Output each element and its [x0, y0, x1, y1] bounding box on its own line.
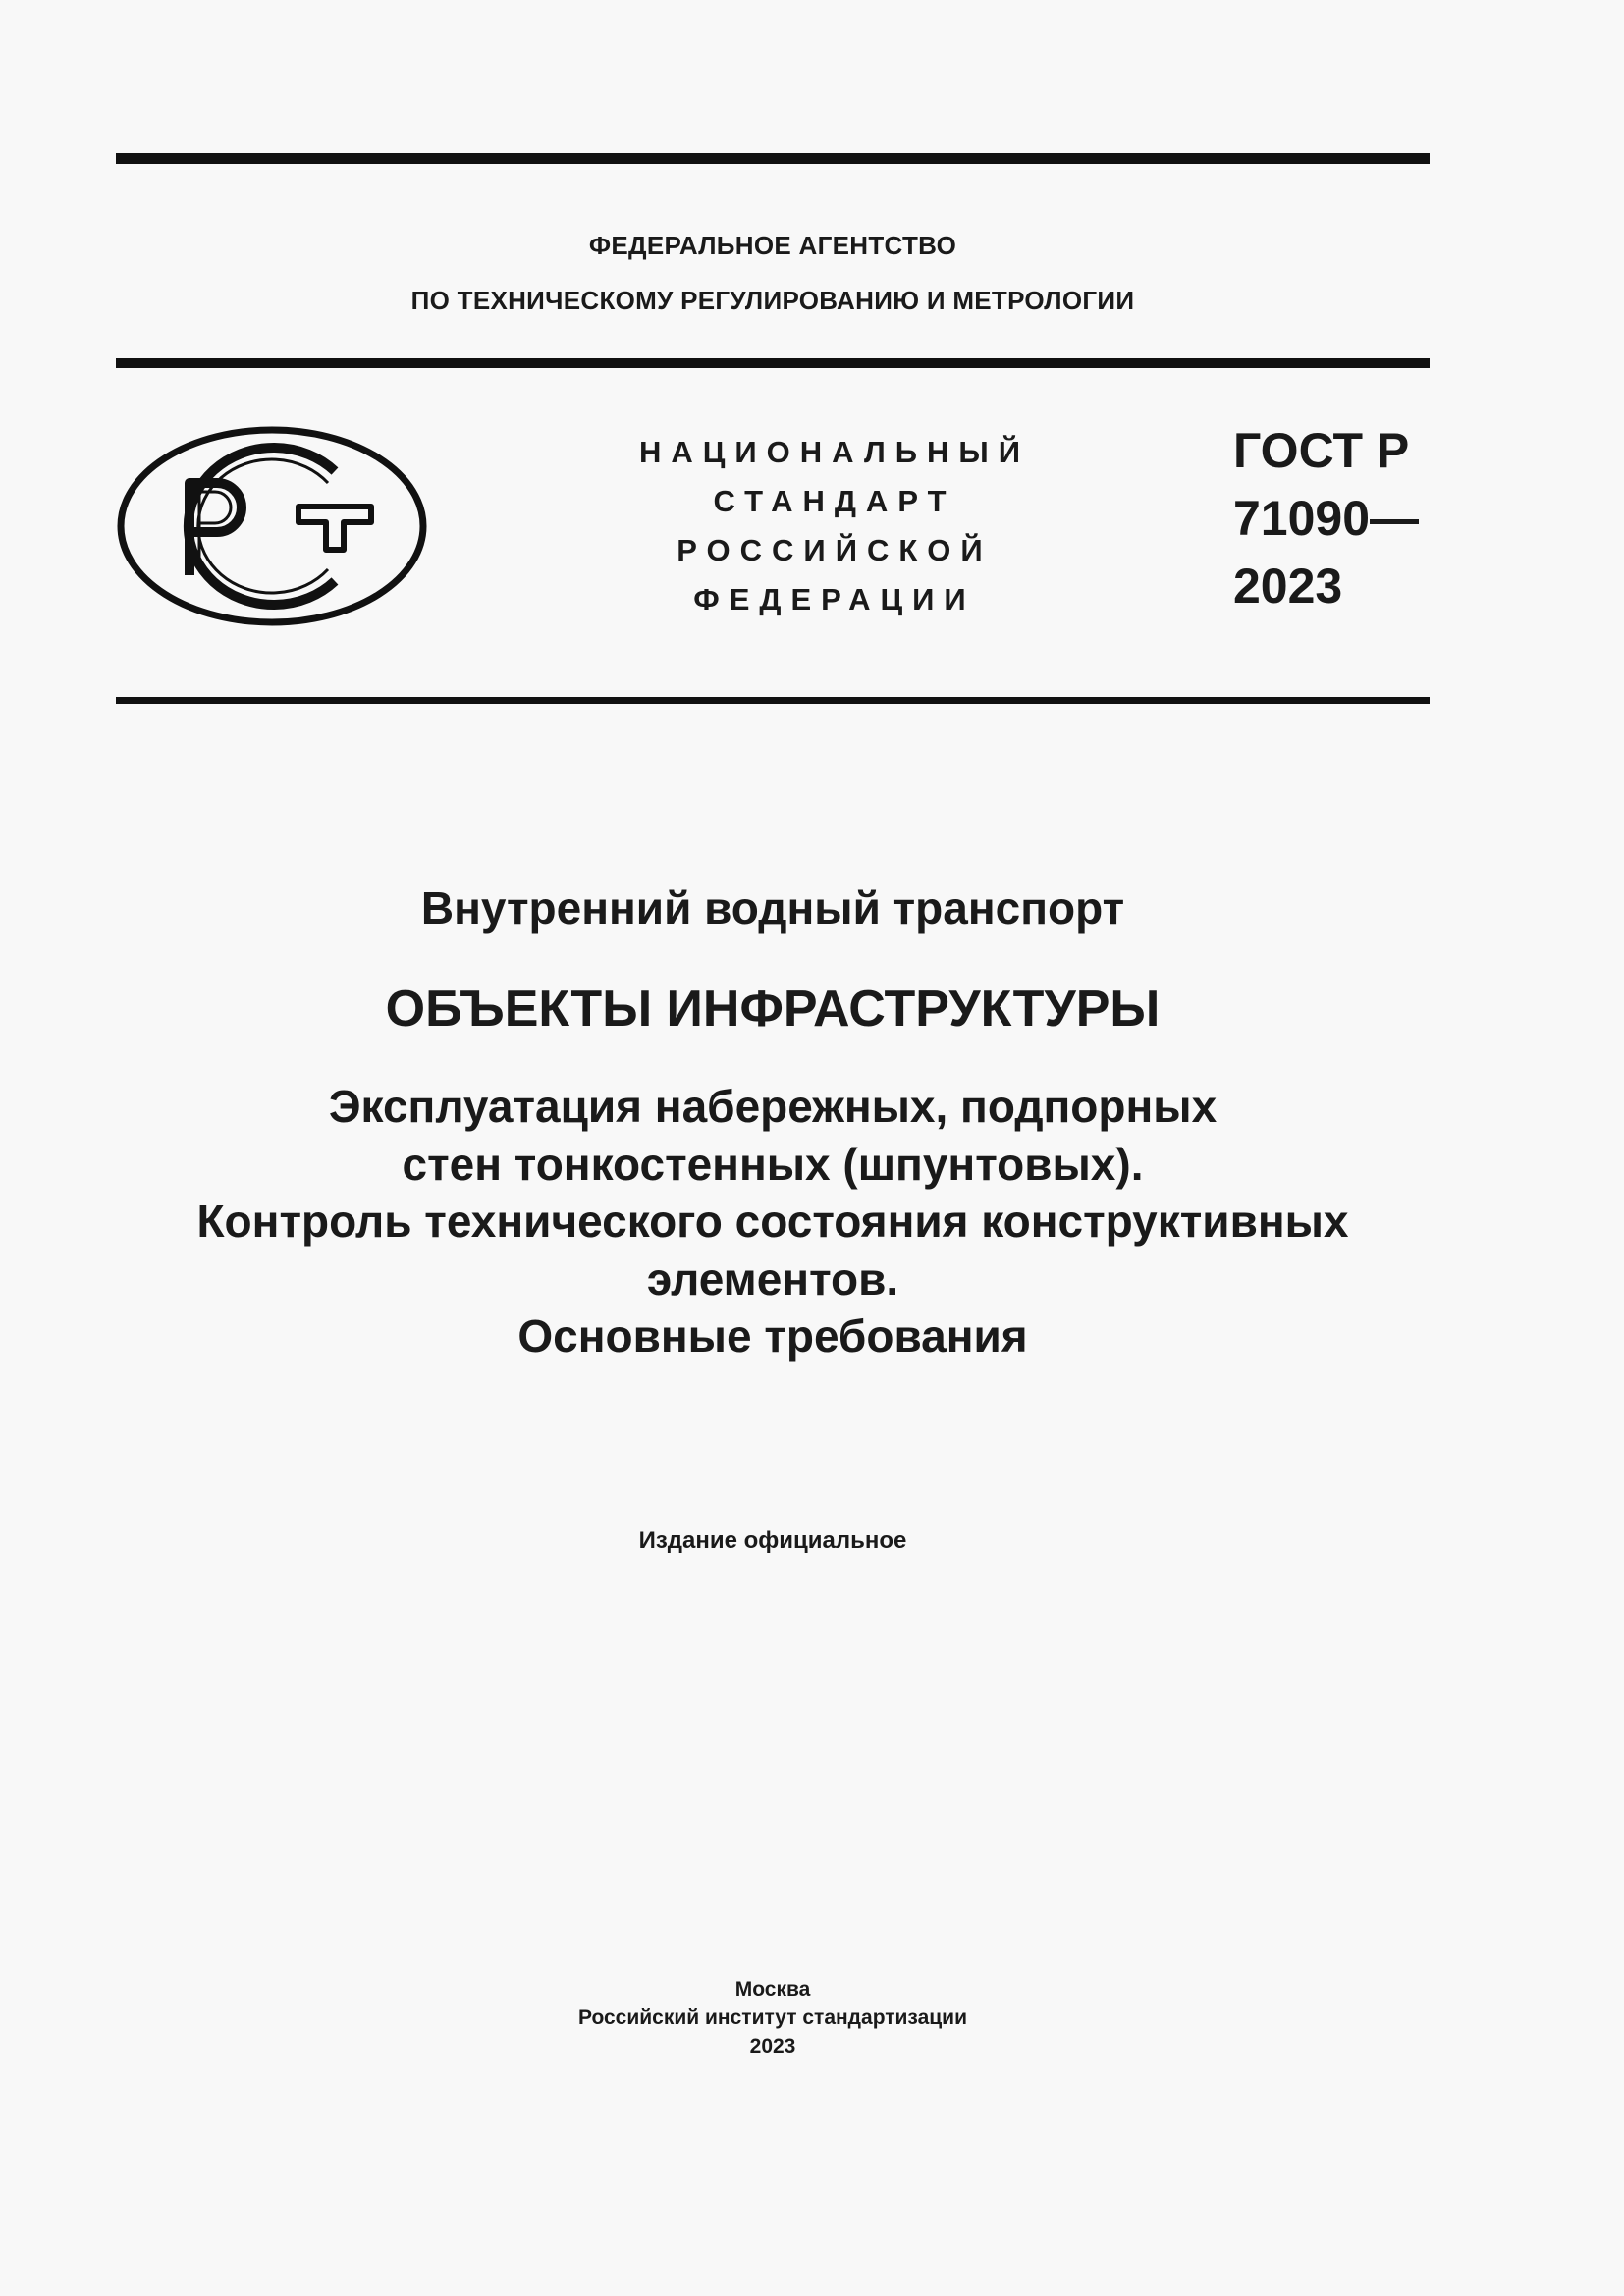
subtitle-line: стен тонкостенных (шпунтовых).: [402, 1138, 1144, 1190]
designation-line-2: 71090—: [1233, 491, 1420, 546]
document-subtitle: [116, 1078, 1430, 1365]
publisher-year: 2023: [749, 2035, 796, 2057]
designation-line-3: 2023: [1233, 559, 1343, 614]
publisher-block: [116, 1975, 1430, 2060]
edition-note: Издание официальное: [638, 1527, 907, 1554]
national-line-2: СТАНДАРТ: [713, 484, 956, 518]
middle-rule: [116, 358, 1430, 368]
national-line-1: НАЦИОНАЛЬНЫЙ: [638, 435, 1031, 469]
publisher-name: Российский институт стандартизации: [577, 2006, 968, 2029]
subtitle-line: Эксплуатация набережных, подпорных: [328, 1081, 1218, 1132]
top-rule: [116, 153, 1430, 164]
national-standard-label: [550, 428, 1119, 624]
bottom-rule: [116, 697, 1430, 704]
document-subject: Внутренний водный транспорт: [420, 882, 1125, 934]
standard-designation: [1233, 417, 1430, 620]
agency-line-2: ПО ТЕХНИЧЕСКОМУ РЕГУЛИРОВАНИЮ И МЕТРОЛОГИИ: [410, 286, 1135, 315]
agency-line-1: ФЕДЕРАЛЬНОЕ АГЕНТСТВО: [588, 231, 957, 260]
national-line-3: РОССИЙСКОЙ: [677, 533, 993, 567]
agency-header: [116, 218, 1430, 328]
designation-line-1: ГОСТ Р: [1233, 423, 1410, 478]
subtitle-line: Контроль технического состояния конструктивных: [196, 1196, 1349, 1247]
national-line-4: ФЕДЕРАЦИИ: [693, 582, 976, 616]
subtitle-line: элементов.: [646, 1253, 899, 1305]
rst-certification-mark-icon: [116, 426, 428, 626]
document-main-title: ОБЪЕКТЫ ИНФРАСТРУКТУРЫ: [385, 981, 1161, 1038]
publisher-city: Москва: [734, 1978, 811, 2001]
subtitle-line: Основные требования: [517, 1310, 1028, 1362]
